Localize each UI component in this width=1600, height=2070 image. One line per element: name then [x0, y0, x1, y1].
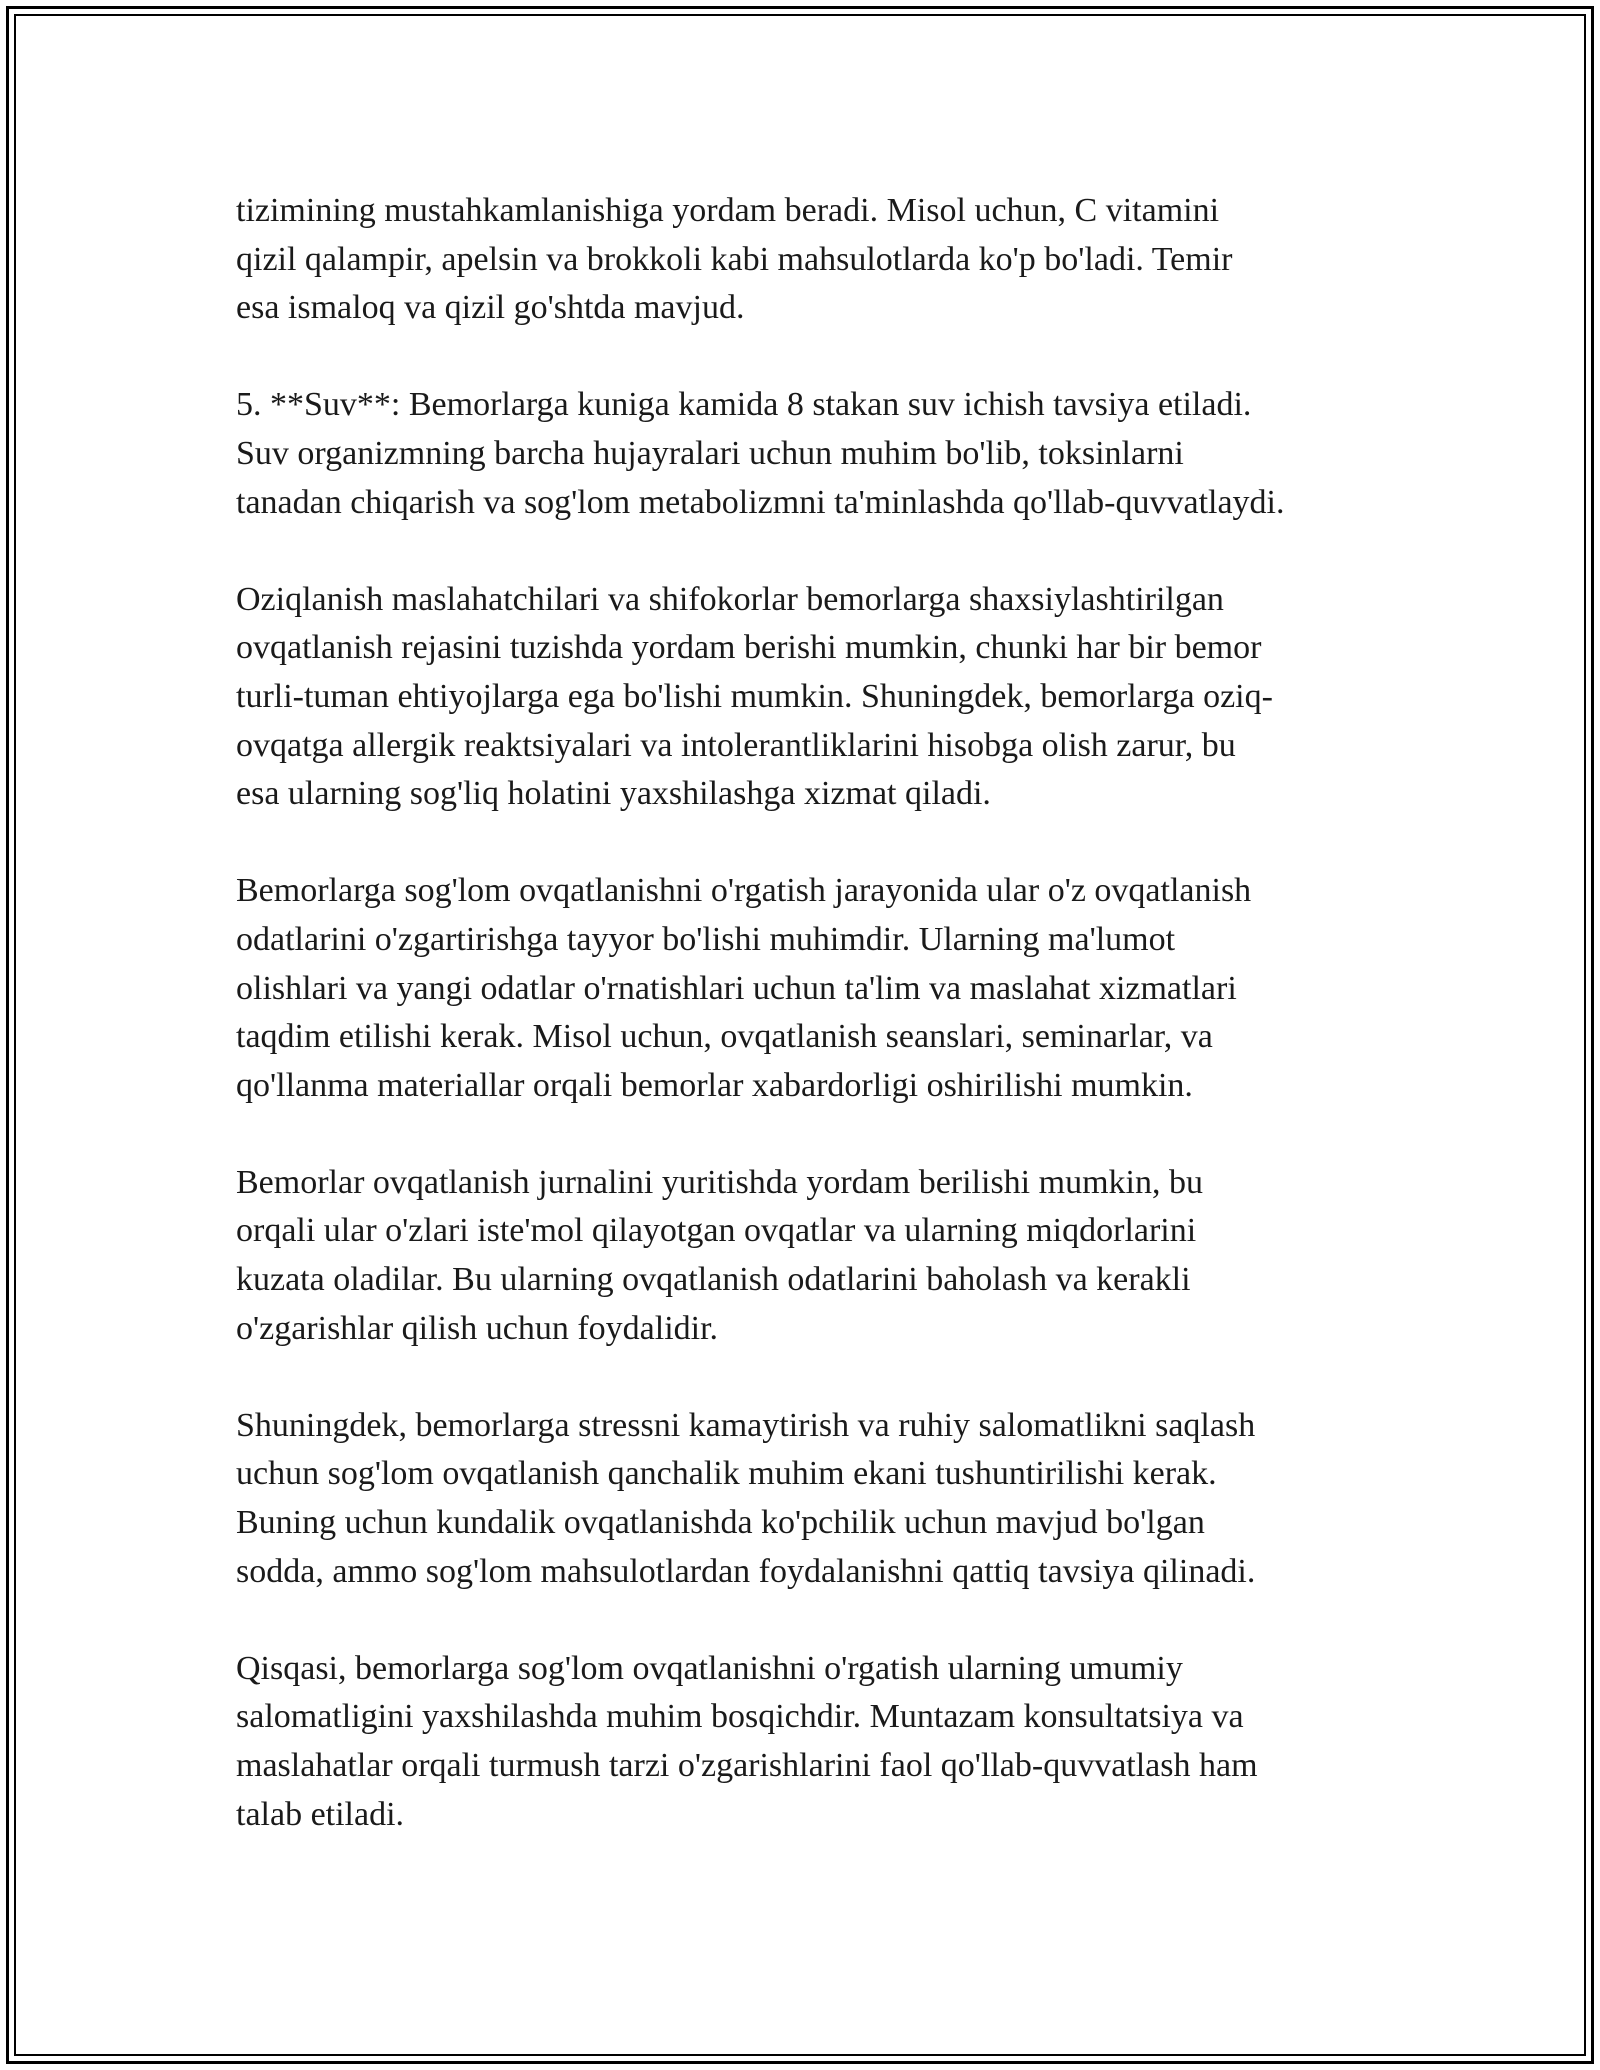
text-line: Qisqasi, bemorlarga sog'lom ovqatlanishni o'rgatish ularning umumiy — [236, 1649, 1183, 1687]
text-line: esa ismaloq va qizil go'shtda mavjud. — [236, 289, 745, 327]
text-line: esa ularning sog'liq holatini yaxshilashga xizmat qiladi. — [236, 775, 991, 813]
text-line: maslahatlar orqali turmush tarzi o'zgarishlarini faol qo'llab-quvvatlash ham — [236, 1747, 1258, 1784]
text-line: taqdim etilishi kerak. Misol uchun, ovqatlanish seanslari, seminarlar, va — [236, 1018, 1213, 1056]
paragraph — [236, 1645, 1381, 1839]
text-line: talab etiladi. — [236, 1795, 405, 1833]
text-line: tizimining mustahkamlanishiga yordam beradi. Misol uchun, C vitamini — [236, 192, 1220, 229]
text-line: odatlarini o'zgartirishga tayyor bo'lishi muhimdir. Ularning ma'lumot — [236, 920, 1176, 958]
text-line: ovqatlanish rejasini tuzishda yordam berishi mumkin, chunki har bir bemor — [236, 629, 1262, 667]
text-line: Bemorlar ovqatlanish jurnalini yuritishda yordam berilishi mumkin, bu — [236, 1163, 1203, 1201]
document-body — [236, 187, 1381, 1888]
text-line: ovqatga allergik reaktsiyalari va intolerantliklarini hisobga olish zarur, bu — [236, 726, 1236, 764]
paragraph — [236, 1402, 1381, 1596]
paragraph — [236, 381, 1381, 527]
text-line: Suv organizmning barcha hujayralari uchun muhim bo'lib, toksinlarni — [236, 434, 1184, 472]
text-line: kuzata oladilar. Bu ularning ovqatlanish odatlarini baholash va kerakli — [236, 1261, 1191, 1299]
text-line: uchun sog'lom ovqatlanish qanchalik muhim ekani tushuntirilishi kerak. — [236, 1455, 1217, 1493]
text-line: Bemorlarga sog'lom ovqatlanishni o'rgatish jarayonida ular o'z ovqatlanish — [236, 872, 1252, 910]
text-line: Buning uchun kundalik ovqatlanishda ko'pchilik uchun mavjud bo'lgan — [236, 1504, 1205, 1542]
text-line: 5. **Suv**: Bemorlarga kuniga kamida 8 stakan suv ichish tavsiya etiladi. — [236, 386, 1252, 424]
text-line: qo'llanma materiallar orqali bemorlar xabardorligi oshirilishi mumkin. — [236, 1066, 1193, 1104]
text-line: orqali ular o'zlari iste'mol qilayotgan ovqatlar va ularning miqdorlarini — [236, 1212, 1197, 1250]
text-line: Shuningdek, bemorlarga stressni kamaytirish va ruhiy salomatlikni saqlash — [236, 1406, 1256, 1444]
text-line: qizil qalampir, apelsin va brokkoli kabi mahsulotlarda ko'p bo'ladi. Temir — [236, 240, 1233, 278]
text-line: sodda, ammo sog'lom mahsulotlardan foydalanishni qattiq tavsiya qilinadi. — [236, 1552, 1256, 1590]
text-line: tanadan chiqarish va sog'lom metabolizmni ta'minlashda qo'llab-quvvatlaydi. — [236, 483, 1285, 521]
text-line: turli-tuman ehtiyojlarga ega bo'lishi mumkin. Shuningdek, bemorlarga oziq- — [236, 677, 1273, 715]
paragraph — [236, 576, 1381, 819]
paragraph — [236, 867, 1381, 1110]
text-line: olishlari va yangi odatlar o'rnatishlari uchun ta'lim va maslahat xizmatlari — [236, 969, 1237, 1007]
text-line: o'zgarishlar qilish uchun foydalidir. — [236, 1309, 719, 1347]
paragraph — [236, 187, 1381, 333]
paragraph — [236, 1159, 1381, 1353]
text-line: Oziqlanish maslahatchilari va shifokorlar bemorlarga shaxsiylashtirilgan — [236, 580, 1224, 618]
text-line: salomatligini yaxshilashda muhim bosqichdir. Muntazam konsultatsiya va — [236, 1698, 1244, 1736]
